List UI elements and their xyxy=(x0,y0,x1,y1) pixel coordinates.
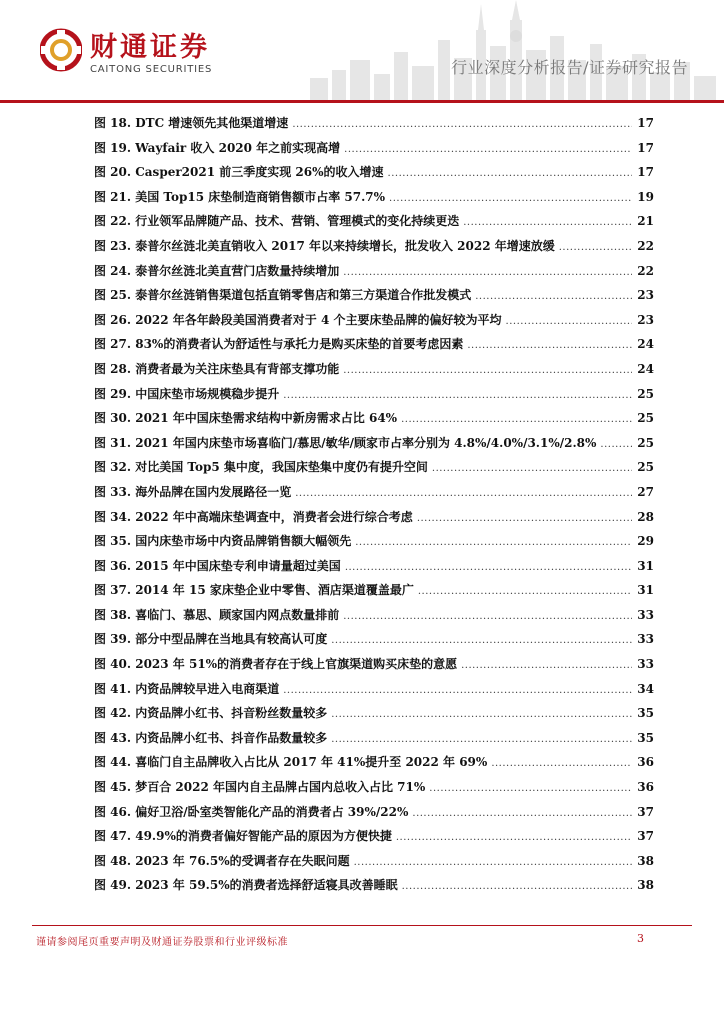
toc-leader-dots xyxy=(491,758,632,769)
toc-entry[interactable] xyxy=(94,778,654,803)
toc-entry-page: 27 xyxy=(637,484,654,499)
toc-entry-title: 图 31. 2021 年国内床垫市场喜临门/慕思/敏华/顾家市占率分别为 4.8%/4.0%/3.1%/2.8% xyxy=(94,435,597,450)
toc-entry-title: 图 41. 内资品牌较早进入电商渠道 xyxy=(94,681,280,696)
toc-leader-dots xyxy=(401,414,632,425)
toc-entry-page: 36 xyxy=(637,780,654,795)
page-number: 3 xyxy=(637,932,644,945)
toc-entry-title: 图 30. 2021 年中国床垫需求结构中新房需求占比 64% xyxy=(94,411,398,426)
page-header xyxy=(0,0,724,102)
toc-entry-title: 图 19. Wayfair 收入 2020 年之前实现高增 xyxy=(94,140,341,155)
header-divider xyxy=(0,100,724,103)
toc-leader-dots xyxy=(343,267,632,278)
toc-entry[interactable] xyxy=(94,311,654,336)
toc-leader-dots xyxy=(432,463,632,474)
toc-entry[interactable] xyxy=(94,680,654,705)
toc-entry-page: 36 xyxy=(637,755,654,770)
toc-entry-title: 图 44. 喜临门自主品牌收入占比从 2017 年 41%提升至 2022 年 69% xyxy=(94,755,488,770)
toc-entry-page: 38 xyxy=(637,878,654,893)
toc-entry-page: 28 xyxy=(637,509,654,524)
toc-entry-title: 图 28. 消费者最为关注床垫具有背部支撑功能 xyxy=(94,361,340,376)
toc-leader-dots xyxy=(402,881,632,892)
toc-entry-title: 图 43. 内资品牌小红书、抖音作品数量较多 xyxy=(94,730,328,745)
toc-entry-title: 图 20. Casper2021 前三季度实现 26%的收入增速 xyxy=(94,165,384,180)
toc-entry[interactable] xyxy=(94,212,654,237)
toc-entry-title: 图 26. 2022 年各年龄段美国消费者对于 4 个主要床垫品牌的偏好较为平均 xyxy=(94,312,502,327)
toc-entry-title: 图 29. 中国床垫市场规模稳步提升 xyxy=(94,386,280,401)
company-name-en: CAITONG SECURITIES xyxy=(90,64,213,75)
toc-entry-page: 17 xyxy=(637,116,654,130)
toc-entry[interactable] xyxy=(94,114,654,139)
toc-leader-dots xyxy=(331,635,632,646)
toc-entry-page: 33 xyxy=(637,632,654,647)
toc-entry-title: 图 38. 喜临门、慕思、顾家国内网点数量排前 xyxy=(94,607,340,622)
toc-entry-page: 25 xyxy=(637,460,654,475)
toc-entry-title: 图 22. 行业领军品牌随产品、技术、营销、管理模式的变化持续更迭 xyxy=(94,214,460,229)
toc-entry-page: 25 xyxy=(637,386,654,401)
toc-entry-title: 图 48. 2023 年 76.5%的受调者存在失眠问题 xyxy=(94,853,350,868)
toc-entry-page: 19 xyxy=(637,189,654,204)
toc-entry-page: 17 xyxy=(637,165,654,180)
toc-entry-title: 图 32. 对比美国 Top5 集中度，我国床垫集中度仍有提升空间 xyxy=(94,460,428,475)
toc-leader-dots xyxy=(396,832,632,843)
toc-leader-dots xyxy=(389,193,632,204)
city-skyline-graphic xyxy=(300,0,724,100)
toc-entry-title: 图 49. 2023 年 59.5%的消费者选择舒适寝具改善睡眠 xyxy=(94,878,398,893)
toc-entry[interactable] xyxy=(94,434,654,459)
toc-entry-page: 33 xyxy=(637,607,654,622)
footer-divider xyxy=(32,925,692,926)
toc-entry-page: 33 xyxy=(637,657,654,672)
figure-index-list xyxy=(94,114,654,901)
toc-entry-title: 图 37. 2014 年 15 家床垫企业中零售、酒店渠道覆盖最广 xyxy=(94,583,414,598)
toc-entry-title: 图 18. DTC 增速领先其他渠道增速 xyxy=(94,116,289,130)
toc-leader-dots xyxy=(559,242,632,253)
toc-entry-title: 图 42. 内资品牌小红书、抖音粉丝数量较多 xyxy=(94,706,328,721)
toc-entry-title: 图 34. 2022 年中高端床垫调查中，消费者会进行综合考虑 xyxy=(94,509,413,524)
toc-entry[interactable] xyxy=(94,827,654,852)
toc-entry[interactable] xyxy=(94,286,654,311)
toc-entry-page: 29 xyxy=(637,534,654,549)
toc-entry-title: 图 39. 部分中型品牌在当地具有较高认可度 xyxy=(94,632,328,647)
toc-entry-page: 25 xyxy=(637,411,654,426)
toc-entry[interactable] xyxy=(94,335,654,360)
toc-entry[interactable] xyxy=(94,385,654,410)
toc-entry-page: 38 xyxy=(637,853,654,868)
toc-leader-dots xyxy=(417,513,632,524)
disclaimer-note: 谨请参阅尾页重要声明及财通证券股票和行业评级标准 xyxy=(36,937,288,948)
toc-entry-title: 图 27. 83%的消费者认为舒适性与承托力是购买床垫的首要考虑因素 xyxy=(94,337,464,352)
toc-leader-dots xyxy=(418,586,632,597)
toc-entry-page: 23 xyxy=(637,288,654,303)
toc-entry-title: 图 47. 49.9%的消费者偏好智能产品的原因为方便快捷 xyxy=(94,829,392,844)
toc-entry-title: 图 46. 偏好卫浴/卧室类智能化产品的消费者占 39%/22% xyxy=(94,804,409,819)
toc-entry-title: 图 25. 泰普尔丝涟销售渠道包括直销零售店和第三方渠道合作批发模式 xyxy=(94,288,472,303)
toc-entry-title: 图 23. 泰普尔丝涟北美直销收入 2017 年以来持续增长，批发收入 2022 年增速放缓 xyxy=(94,238,555,253)
toc-entry[interactable] xyxy=(94,852,654,877)
toc-entry-page: 21 xyxy=(637,214,654,229)
toc-entry[interactable] xyxy=(94,557,654,582)
toc-entry-page: 24 xyxy=(637,361,654,376)
toc-entry-page: 22 xyxy=(637,263,654,278)
toc-entry[interactable] xyxy=(94,188,654,213)
toc-leader-dots xyxy=(429,783,632,794)
toc-entry-page: 37 xyxy=(637,829,654,844)
toc-entry-page: 17 xyxy=(637,140,654,155)
toc-leader-dots xyxy=(295,488,632,499)
toc-leader-dots xyxy=(331,734,632,745)
toc-entry-title: 图 45. 梦百合 2022 年国内自主品牌占国内总收入占比 71% xyxy=(94,780,426,795)
toc-entry-page: 37 xyxy=(637,804,654,819)
toc-leader-dots xyxy=(283,685,632,696)
toc-entry-title: 图 35. 国内床垫市场中内资品牌销售额大幅领先 xyxy=(94,534,352,549)
toc-entry-title: 图 21. 美国 Top15 床垫制造商销售额市占率 57.7% xyxy=(94,189,386,204)
report-type-title: 行业深度分析报告/证券研究报告 xyxy=(451,58,688,77)
toc-entry[interactable] xyxy=(94,876,654,901)
toc-entry-page: 35 xyxy=(637,706,654,721)
toc-leader-dots xyxy=(467,340,632,351)
toc-entry-title: 图 33. 海外品牌在国内发展路径一览 xyxy=(94,484,292,499)
toc-entry-page: 23 xyxy=(637,312,654,327)
toc-leader-dots xyxy=(463,217,632,228)
toc-leader-dots xyxy=(331,709,632,720)
toc-entry[interactable] xyxy=(94,655,654,680)
toc-entry[interactable] xyxy=(94,139,654,164)
toc-leader-dots xyxy=(345,562,632,573)
toc-leader-dots xyxy=(354,857,632,868)
toc-entry-page: 31 xyxy=(637,583,654,598)
toc-entry-page: 25 xyxy=(637,435,654,450)
toc-entry[interactable] xyxy=(94,532,654,557)
toc-leader-dots xyxy=(600,439,632,450)
toc-entry[interactable] xyxy=(94,630,654,655)
toc-entry[interactable] xyxy=(94,508,654,533)
toc-entry[interactable] xyxy=(94,458,654,483)
toc-leader-dots xyxy=(475,291,632,302)
toc-leader-dots xyxy=(343,365,632,376)
toc-entry[interactable] xyxy=(94,606,654,631)
toc-entry-page: 31 xyxy=(637,558,654,573)
toc-leader-dots xyxy=(506,316,632,327)
toc-leader-dots xyxy=(355,537,632,548)
toc-entry[interactable] xyxy=(94,262,654,287)
toc-entry-page: 34 xyxy=(637,681,654,696)
toc-leader-dots xyxy=(388,168,632,179)
company-name-cn: 财通证券 xyxy=(90,32,210,63)
toc-entry-title: 图 36. 2015 年中国床垫专利申请量超过美国 xyxy=(94,558,341,573)
toc-entry-page: 22 xyxy=(637,238,654,253)
toc-entry-title: 图 40. 2023 年 51%的消费者存在于线上官旗渠道购买床垫的意愿 xyxy=(94,657,458,672)
toc-entry[interactable] xyxy=(94,409,654,434)
toc-entry[interactable] xyxy=(94,237,654,262)
toc-entry[interactable] xyxy=(94,483,654,508)
toc-leader-dots xyxy=(344,144,632,155)
toc-entry[interactable] xyxy=(94,753,654,778)
toc-leader-dots xyxy=(343,611,632,622)
toc-entry[interactable] xyxy=(94,803,654,828)
toc-entry-page: 35 xyxy=(637,730,654,745)
toc-leader-dots xyxy=(292,119,632,130)
toc-entry-page: 24 xyxy=(637,337,654,352)
toc-entry[interactable] xyxy=(94,704,654,729)
caitong-logo-icon xyxy=(40,28,82,72)
toc-leader-dots xyxy=(461,660,632,671)
toc-entry[interactable] xyxy=(94,729,654,754)
toc-entry[interactable] xyxy=(94,360,654,385)
toc-entry[interactable] xyxy=(94,163,654,188)
toc-entry[interactable] xyxy=(94,581,654,606)
toc-leader-dots xyxy=(412,808,632,819)
toc-leader-dots xyxy=(283,390,632,401)
toc-entry-title: 图 24. 泰普尔丝涟北美直营门店数量持续增加 xyxy=(94,263,340,278)
